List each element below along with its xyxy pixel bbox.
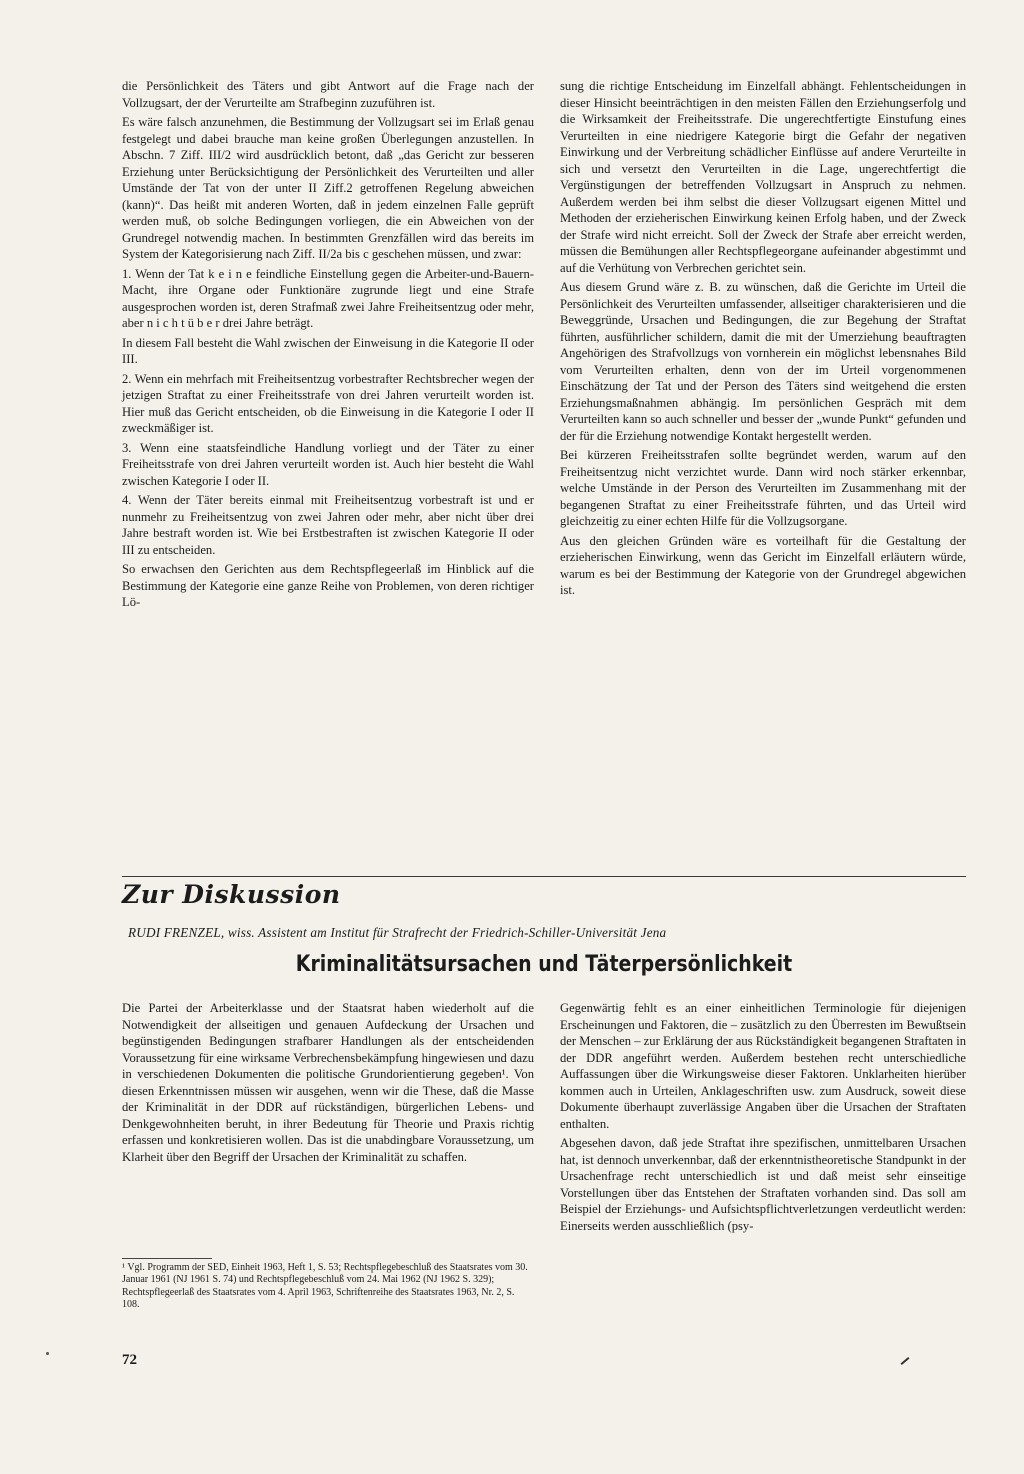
- page-number: 72: [122, 1352, 137, 1368]
- paragraph: Es wäre falsch anzunehmen, die Bestimmung der Vollzugsart sei im Erlaß genau festgelegt und dabei brauche man keine großen Überlegungen anzustellen. In Abschn. 7 Ziff. III/2 wird ausdrücklich betont, daß „das Gericht zur besseren Erziehung unter Berücksichtigung der Persönlichkeit des Verurteilten und aller Umstände der Tat von der unter II Ziff.2 getroffenen Regelung abweichen (kann)“. Das heißt mit anderen Worten, daß in jedem einzelnen Falle geprüft werden muß, ob solche Bedingungen vorliegen, die ein Abweichen von der Grundregel notwendig machen. In bestimmten Grenzfällen wird das bereits im System der Kategorisierung nach Ziff. II/2a bis c geschehen müssen, und zwar:: [122, 115, 534, 261]
- paragraph: Aus diesem Grund wäre z. B. zu wünschen, daß die Gerichte im Urteil die Persönlichkeit des Verurteilten umfassender, allseitiger charakterisieren und die Beweggründe, Ursachen und Bedingungen, die zur Begehung der Straftat führten, ausführlicher schildern, damit die mit der Umerziehung beauftragten Angehörigen des Strafvollzugs von vornherein ein möglichst lebensnahes Bild vom Verurteilten erhalten, denn von der im Urteil vorgenommenen Einschätzung der Tat und der Person des Täters sind weitgehend die ersten Erziehungsmaßnahmen abhängig. Im persönlichen Gespräch mit dem Verurteilten kann so auch schneller und besser der „wunde Punkt“ gefunden und der für die Erziehung notwendige Kontakt hergestellt werden.: [560, 280, 966, 443]
- paragraph: Abgesehen davon, daß jede Straftat ihre spezifischen, unmittelbaren Ursachen hat, ist dennoch unverkennbar, daß der erkenntnistheoretische Standpunkt in der Ursachenfrage recht unterschiedlich ist und daß meist sehr einseitige Vorstellungen über das Entstehen der Straftaten vorhanden sind. Das soll am Beispiel der Erziehungs- und Aufsichtspflichtverletzungen verdeutlicht werden: Einerseits werden ausschließlich (psy-: [560, 1136, 966, 1233]
- paragraph: 2. Wenn ein mehrfach mit Freiheitsentzug vorbestrafter Rechtsbrecher wegen der jetzigen Straftat zu einer Freiheitsstrafe von drei Jahren verurteilt worden ist. Hier muß das Gericht entscheiden, ob die Einweisung in die Kategorie I oder II zweckmäßiger ist.: [122, 371, 534, 435]
- column-top-right: [560, 78, 966, 602]
- section-divider: [122, 876, 966, 877]
- footnote-rule: [122, 1258, 212, 1259]
- paragraph: Gegenwärtig fehlt es an einer einheitlichen Terminologie für diejenigen Erscheinungen und Faktoren, die – zusätzlich zu den Überresten im Bewußtsein der Menschen – zur Erklärung der aus Rückständigkeit begangenen Straftaten in der DDR angeführt werden. Außerdem bestehen recht unterschiedliche Auffassungen über die Wirkungsweise dieser Faktoren. Unklarheiten hierüber kommen auch in Urteilen, Anklageschriften usw. zum Ausdruck, soweit diese Dokumente überhaupt zuverlässige Angaben über die Ursachen der Straftaten enthalten.: [560, 1001, 966, 1131]
- footnote: ¹ Vgl. Programm der SED, Einheit 1963, Heft 1, S. 53; Rechtspflegebeschluß des Staatsrates vom 30. Januar 1961 (NJ 1961 S. 74) und Rechtspflegebeschluß vom 24. Mai 1962 (NJ 1962 S. 329); Rechtspflegeerlaß des Staatsrates vom 4. April 1963, Schriftenreihe des Staatsrates 1963, Nr. 2, S. 108.: [122, 1262, 528, 1310]
- scan-speck: [46, 1352, 49, 1355]
- paragraph: In diesem Fall besteht die Wahl zwischen der Einweisung in die Kategorie II oder III.: [122, 335, 534, 366]
- article-headline: Kriminalitätsursachen und Täterpersönlichkeit: [295, 952, 793, 977]
- paragraph: Bei kürzeren Freiheitsstrafen sollte begründet werden, warum auf den Freiheitsentzug nicht verzichtet wurde. Dann wird noch stärker erkennbar, welche Umstände in der Person des Verurteilten im Zusammenhang mit der begangenen Straftat zu einer Freiheitsstrafe führten, und das Urteil wird gleichzeitig zu einer echten Hilfe für die Vollzugsorgane.: [560, 448, 966, 528]
- section-rubric: Zur Diskussion: [122, 880, 341, 909]
- column-bottom-left: [122, 1000, 534, 1168]
- paragraph: sung die richtige Entscheidung im Einzelfall abhängt. Fehlentscheidungen in dieser Hinsicht beeinträchtigen in den meisten Fällen den Erziehungserfolg und die Wirksamkeit der Freiheitsstrafe. Die ungerechtfertigte Einstufung eines Verurteilten in eine niedrigere Kategorie birgt die Gefahr der negativen Einwirkung und der Verbreitung schädlicher Einflüsse auf andere Verurteilte in sich und versetzt den Verurteilten in die Lage, ungerechtfertigt die Vergünstigungen der betreffenden Vollzugsart in Anspruch zu nehmen. Außerdem werden bei ihm selbst die dieser Vollzugsart eigenen Mittel und Methoden der erzieherischen Einwirkung keinen Erfolg haben, und der Zweck der Strafe wird nicht erreicht. Soll der Zweck der Strafe aber erreicht werden, müssen die Bemühungen aller Rechtspflegeorgane aufeinander abgestimmt und auf die Verhütung von Verbrechen gerichtet sein.: [560, 79, 966, 275]
- paragraph: die Persönlichkeit des Täters und gibt Antwort auf die Frage nach der Vollzugsart, der der Verurteilte am Strafbeginn zuzuführen ist.: [122, 79, 534, 110]
- author-byline: RUDI FRENZEL, wiss. Assistent am Institut für Strafrecht der Friedrich-Schiller-Universität Jena: [128, 925, 667, 940]
- paragraph: Aus den gleichen Gründen wäre es vorteilhaft für die Gestaltung der erzieherischen Einwirkung, wenn das Gericht im Einzelfall erläutern würde, warum es bei der Bestimmung der Kategorie von der Grundregel abgewichen ist.: [560, 533, 966, 597]
- paragraph: Die Partei der Arbeiterklasse und der Staatsrat haben wiederholt auf die Notwendigkeit der allseitigen und genauen Aufdeckung der Ursachen und begünstigenden Bedingungen strafbarer Handlungen als der entscheidenden Voraussetzung für eine wirksame Verbrechensbekämpfung hingewiesen und dazu in verschiedenen Dokumenten die politische Grundorientierung gegeben¹. Von diesen Erkenntnissen müssen wir ausgehen, wenn wir die These, daß die Masse der Kriminalität in der DDR auf rückständigen, bürgerlichen Lebens- und Denkgewohnheiten beruht, in ihrer Bedeutung für Theorie und Praxis richtig erfassen und konkretisieren wollen. Das ist die unabdingbare Voraussetzung, um Klarheit über den Begriff der Ursachen der Kriminalität zu schaffen.: [122, 1001, 534, 1164]
- column-bottom-right: [560, 1000, 966, 1237]
- paragraph: So erwachsen den Gerichten aus dem Rechtspflegeerlaß im Hinblick auf die Bestimmung der Kategorie eine ganze Reihe von Problemen, von deren richtiger Lö-: [122, 562, 534, 609]
- paragraph: 3. Wenn eine staatsfeindliche Handlung vorliegt und der Täter zu einer Freiheitsstrafe von drei Jahren verurteilt worden ist. Auch hier besteht die Wahl zwischen Kategorie I oder II.: [122, 440, 534, 488]
- pencil-mark: [901, 1357, 910, 1365]
- column-top-left: [122, 78, 534, 614]
- paragraph: 4. Wenn der Täter bereits einmal mit Freiheitsentzug vorbestraft ist und er nunmehr zu Freiheitsentzug von zwei Jahren oder mehr, aber nicht über drei Jahre bestraft worden ist. Wie bei Erstbestraften ist zwischen Kategorie II oder III zu entscheiden.: [122, 493, 534, 557]
- paragraph: 1. Wenn der Tat k e i n e feindliche Einstellung gegen die Arbeiter-und-Bauern-Macht, ihre Organe oder Funktionäre zugrunde liegt und eine Strafe ausgesprochen worden ist, deren Strafmaß zwei Jahre Freiheitsentzug oder mehr, aber n i c h t ü b e r drei Jahre beträgt.: [122, 266, 534, 330]
